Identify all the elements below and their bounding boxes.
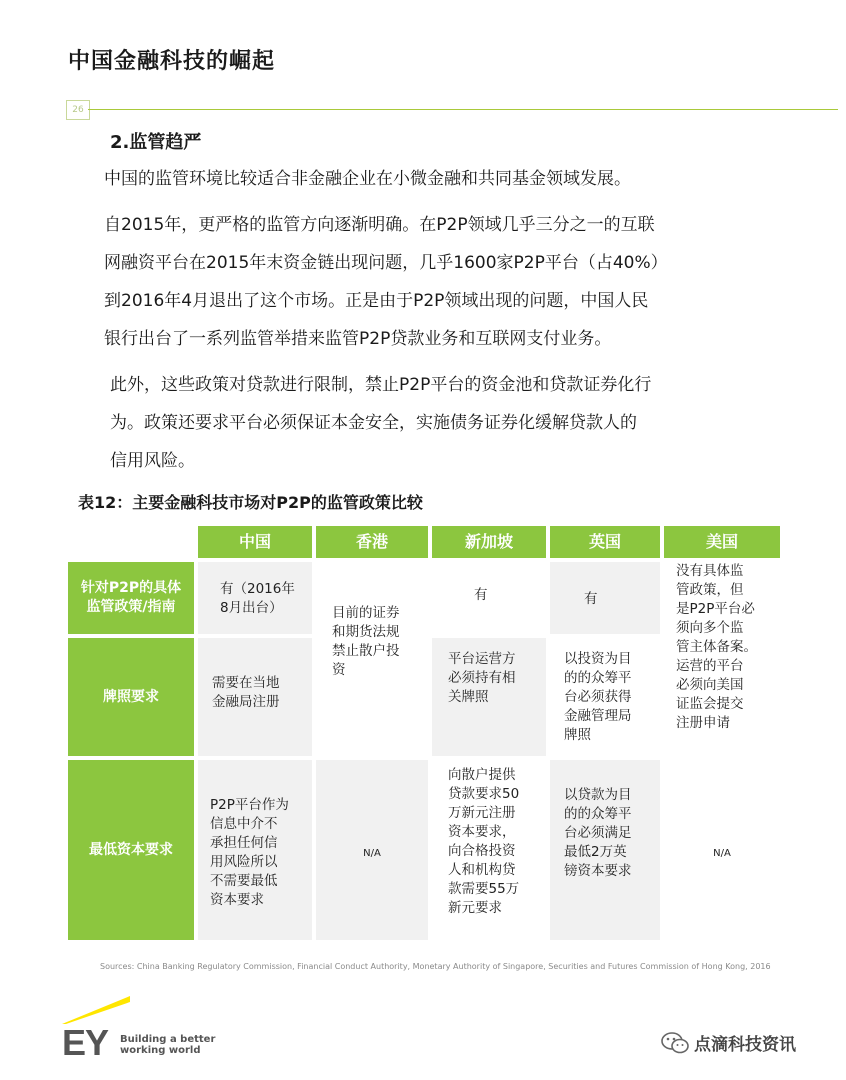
cell-uk-policy — [550, 562, 660, 634]
cell-line: 有（2016年 — [220, 581, 295, 597]
cell-line: 有 — [474, 587, 488, 603]
ey-tagline — [120, 1034, 215, 1056]
cell-line: 和期货法规 — [332, 624, 400, 640]
column-header-uk: 英国 — [550, 526, 660, 558]
cell-line: 台必须获得 — [564, 689, 632, 705]
cell-singapore-policy — [432, 562, 546, 634]
wechat-account-name: 点滴科技资讯 — [694, 1035, 796, 1055]
cell-line: 管政策，但 — [676, 582, 744, 598]
ey-logo: EY — [62, 1022, 109, 1063]
cell-line: 台必须满足 — [564, 825, 632, 841]
cell-us-policy-license — [664, 562, 780, 756]
page-number: 26 — [66, 100, 90, 120]
cell-line: 万新元注册 — [448, 805, 516, 821]
cell-china-capital — [198, 760, 312, 940]
cell-line: 金融管理局 — [564, 708, 632, 724]
ey-beam-icon — [62, 994, 132, 1024]
paragraph-1: 中国的监管环境比较适合非金融企业在小微金融和共同基金领域发展。 — [104, 169, 631, 189]
row-header-license: 牌照要求 — [68, 638, 194, 756]
column-header-china: 中国 — [198, 526, 312, 558]
paragraph-3 — [110, 366, 810, 480]
cell-line: 新元要求 — [448, 900, 502, 916]
cell-line: 8月出台） — [220, 600, 283, 616]
cell-china-license — [198, 638, 312, 756]
cell-line: 牌照 — [564, 727, 591, 743]
cell-line: 款需要55万 — [448, 881, 520, 897]
cell-line: 承担任何信 — [210, 835, 278, 851]
cell-line: 须向多个监 — [676, 620, 744, 636]
cell-line: P2P平台作为 — [210, 797, 289, 813]
document-title: 中国金融科技的崛起 — [68, 49, 276, 74]
paragraph-line: 到2016年4月退出了这个市场。正是由于P2P领域出现的问题，中国人民 — [104, 291, 649, 311]
cell-line: 管主体备案。 — [676, 639, 757, 655]
column-header-us: 美国 — [664, 526, 780, 558]
cell-line: 证监会提交 — [676, 696, 744, 712]
cell-line: 向合格投资 — [448, 843, 516, 859]
table-corner — [68, 526, 194, 558]
wechat-icon — [660, 1030, 690, 1056]
cell-line: 必须持有相 — [448, 670, 516, 686]
cell-singapore-capital — [432, 760, 546, 940]
cell-hongkong-policy-license — [316, 562, 428, 756]
section-heading: 2.监管趋严 — [110, 132, 202, 153]
cell-uk-license — [550, 638, 660, 756]
cell-line: 以贷款为目 — [564, 787, 632, 803]
cell-line: 最低2万英 — [564, 844, 627, 860]
paragraph-line: 网融资平台在2015年末资金链出现问题，几乎1600家P2P平台（占40%） — [104, 253, 668, 273]
ey-tagline-line: working world — [120, 1045, 201, 1056]
cell-hongkong-capital — [316, 760, 428, 940]
cell-line: 资本要求， — [448, 824, 516, 840]
cell-line: 必须向美国 — [676, 677, 744, 693]
cell-line: 需要在当地 — [212, 675, 280, 691]
cell-line: 关牌照 — [448, 689, 489, 705]
cell-line: 用风险所以 — [210, 854, 278, 870]
paragraph-line: 自2015年，更严格的监管方向逐渐明确。在P2P领域几乎三分之一的互联 — [104, 215, 655, 235]
paragraph-line: 此外，这些政策对贷款进行限制，禁止P2P平台的资金池和贷款证券化行 — [110, 375, 652, 395]
cell-line: 人和机构贷 — [448, 862, 516, 878]
cell-line: 资 — [332, 662, 346, 678]
cell-line: 目前的证券 — [332, 605, 400, 621]
cell-line: 有 — [584, 591, 598, 607]
column-header-hongkong: 香港 — [316, 526, 428, 558]
cell-line: 禁止散户投 — [332, 643, 400, 659]
cell-line: 运营的平台 — [676, 658, 744, 674]
cell-line: 不需要最低 — [210, 873, 278, 889]
cell-line: 镑资本要求 — [564, 863, 632, 879]
row-header-capital: 最低资本要求 — [68, 760, 194, 940]
ey-tagline-line: Building a better — [120, 1034, 216, 1045]
cell-line: 的的众筹平 — [564, 806, 632, 822]
cell-line: 资本要求 — [210, 892, 264, 908]
cell-us-capital — [664, 760, 780, 940]
cell-line: 金融局注册 — [212, 694, 280, 710]
paragraph-line: 为。政策还要求平台必须保证本金安全，实施债务证券化缓解贷款人的 — [110, 413, 637, 433]
cell-line: 以投资为目 — [564, 651, 632, 667]
cell-line: 贷款要求50 — [448, 786, 520, 802]
cell-singapore-license — [432, 638, 546, 756]
cell-line: 平台运营方 — [448, 651, 516, 667]
paragraph-line: 银行出台了一系列监管举措来监管P2P贷款业务和互联网支付业务。 — [104, 329, 612, 349]
cell-line: 信息中介不 — [210, 816, 278, 832]
cell-line: N/A — [713, 848, 731, 859]
cell-uk-capital — [550, 760, 660, 940]
row-header-policy: 针对P2P的具体监管政策/指南 — [68, 562, 194, 634]
column-header-singapore: 新加坡 — [432, 526, 546, 558]
cell-line: 是P2P平台必 — [676, 601, 755, 617]
cell-china-policy — [198, 562, 312, 634]
table-title: 表12：主要金融科技市场对P2P的监管政策比较 — [78, 493, 423, 512]
cell-line: 向散户提供 — [448, 767, 516, 783]
paragraph-2 — [104, 206, 804, 358]
cell-line: 注册申请 — [676, 715, 730, 731]
cell-line: 的的众筹平 — [564, 670, 632, 686]
cell-line: N/A — [363, 848, 381, 859]
header-divider — [88, 109, 838, 110]
sources-footnote: Sources: China Banking Regulatory Commission, Financial Conduct Authority, Monetary Authority of Singapore, Securities and Futures Commission of Hong Kong, 2016 — [100, 962, 771, 971]
paragraph-line: 信用风险。 — [110, 451, 195, 471]
cell-line: 没有具体监 — [676, 563, 744, 579]
